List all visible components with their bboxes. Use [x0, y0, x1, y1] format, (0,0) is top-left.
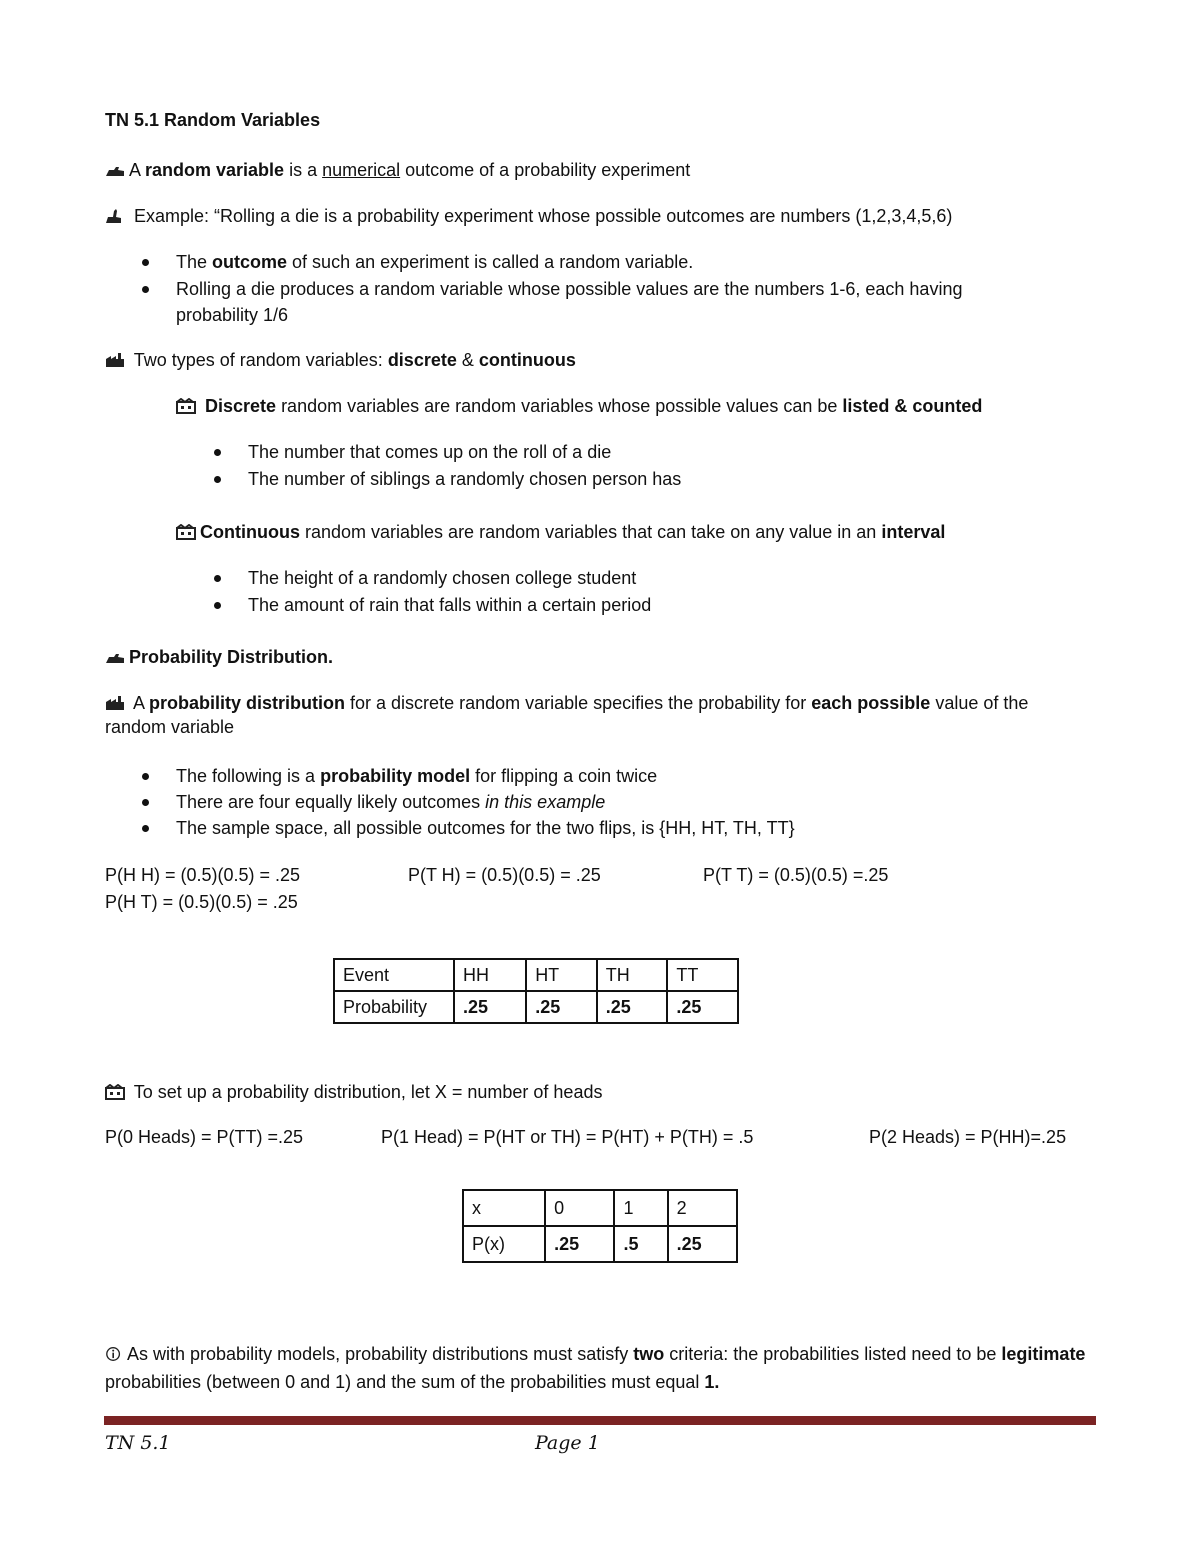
bullet-dot [214, 476, 221, 483]
footer-divider [104, 1416, 1096, 1425]
random-variable-definition: A random variable is a numerical outcome of a probability experiment [105, 158, 690, 182]
table-cell: 1 [614, 1190, 667, 1226]
table-cell: .25 [526, 991, 597, 1023]
bullet-hand-icon [105, 162, 125, 178]
probability-distribution-definition: A probability distribution for a discrete random variable specifies the probability for each possible value of the random variable [105, 693, 1029, 737]
table-row [463, 1226, 737, 1262]
bullet-dot [214, 602, 221, 609]
table-cell: 0 [545, 1190, 614, 1226]
bullet-dot [142, 799, 149, 806]
document-page: TN 5.1 Random Variables A random variable is a numerical outcome of a probability experiment Example: “Rolling a die is a probability experiment whose possible outcomes are numbers (1,2,3,4,5,6) The outcome of such an experiment is called a random variable. Rolling a die produces a random variable whose possible values are the numbers 1-6, each having probability 1/6 Two types of random variables: discrete & continuous Discrete random variables are random variables whose possible values can be listed & counted The number that comes up on the roll of a die The number of siblings a randomly chosen person has Continuous random variables are random variables that can take on any value in an interval The height of a randomly chosen college student The amount of rain that falls within a certain period Probability Distribution. A probability distribution for a discrete random variable specifies the probability for each possible value of the random variable The following is a probability model for flipping a coin twice There are four equally likely outcomes in this example The sample space, all possible outcomes for the two flips, is {HH, HT, TH, TT} P(H H) = (0.5)(0.5) = .25 P(T H) = (0.5)(0.5) = .25 P(T T) = (0.5)(0.5) =.25 P(H T) = (0.5)(0.5) = .25 Event HH HT TH TT Probability .25 .25 .25 .25 To set up a probability distribution, let X = number of heads P(0 Heads) = P(TT) =.25 P(1 Head) = P(HT or TH) = P(HT) + P(TH) = .5 P(2 Heads) = P(HH)=.25 x 0 1 2 P(x) .25 .5 .25 As with probability models, probability distributions must satisfy two criteria: the probabilities listed need to be legitimate probabilities (between 0 and 1) and the sum of the probabilities must equal 1. TN 5.1 Page 1 [0, 0, 1200, 1553]
table-cell: .5 [614, 1226, 667, 1262]
bullet-dot [142, 286, 149, 293]
table-row [334, 959, 738, 991]
info-icon [105, 1346, 123, 1362]
x-distribution-table [462, 1189, 738, 1263]
bullet-hand-icon [105, 649, 125, 665]
formula-hh: P(H H) = (0.5)(0.5) = .25 [105, 865, 301, 885]
table-cell: Probability [334, 991, 454, 1023]
bullet-dot [142, 259, 149, 266]
formula-two-heads: P(2 Heads) = P(HH)=.25 [869, 1127, 1067, 1147]
table-cell: HT [526, 959, 597, 991]
pointing-hand-icon [105, 208, 125, 224]
formula-tt: P(T T) = (0.5)(0.5) =.25 [703, 865, 889, 885]
table-cell: HH [454, 959, 526, 991]
table-cell: .25 [667, 991, 738, 1023]
formula-th: P(T H) = (0.5)(0.5) = .25 [408, 865, 601, 885]
table-cell: 2 [668, 1190, 737, 1226]
formula-one-head: P(1 Head) = P(HT or TH) = P(HT) + P(TH) = .5 [381, 1127, 754, 1147]
table-cell: Event [334, 959, 454, 991]
table-row [334, 991, 738, 1023]
event-probability-table [333, 958, 739, 1024]
table-cell: TT [667, 959, 738, 991]
bullet-dot [142, 773, 149, 780]
formula-zero-heads: P(0 Heads) = P(TT) =.25 [105, 1127, 304, 1147]
page-title: TN 5.1 Random Variables [105, 110, 321, 130]
continuous-definition: Continuous random variables are random variables that can take on any value in an interval [176, 520, 945, 544]
footer-left: TN 5.1 [105, 1432, 171, 1454]
building-icon [176, 524, 196, 540]
table-cell: .25 [597, 991, 668, 1023]
formula-ht: P(H T) = (0.5)(0.5) = .25 [105, 892, 298, 912]
table-row [463, 1190, 737, 1226]
table-cell: P(x) [463, 1226, 545, 1262]
table-cell: .25 [668, 1226, 737, 1262]
factory-icon [105, 695, 125, 711]
bullet-dot [142, 825, 149, 832]
discrete-definition: Discrete random variables are random variables whose possible values can be listed & counted [176, 394, 982, 418]
criteria-paragraph: As with probability models, probability distributions must satisfy two criteria: the probabilities listed need to be legitimate probabilities (between 0 and 1) and the sum of the probabilities must equal 1. [105, 1344, 1086, 1392]
building-icon [105, 1084, 125, 1100]
factory-icon [105, 352, 125, 368]
building-icon [176, 398, 196, 414]
probability-distribution-heading: Probability Distribution. [105, 645, 333, 669]
example-line: Example: “Rolling a die is a probability experiment whose possible outcomes are numbers (1,2,3,4,5,6) [105, 204, 952, 228]
table-cell: x [463, 1190, 545, 1226]
bullet-dot [214, 575, 221, 582]
table-cell: .25 [454, 991, 526, 1023]
setup-line: To set up a probability distribution, let X = number of heads [105, 1080, 602, 1104]
page-number: Page 1 [535, 1432, 600, 1454]
bullet-dot [214, 449, 221, 456]
table-cell: TH [597, 959, 668, 991]
types-line: Two types of random variables: discrete & continuous [105, 348, 576, 372]
table-cell: .25 [545, 1226, 614, 1262]
